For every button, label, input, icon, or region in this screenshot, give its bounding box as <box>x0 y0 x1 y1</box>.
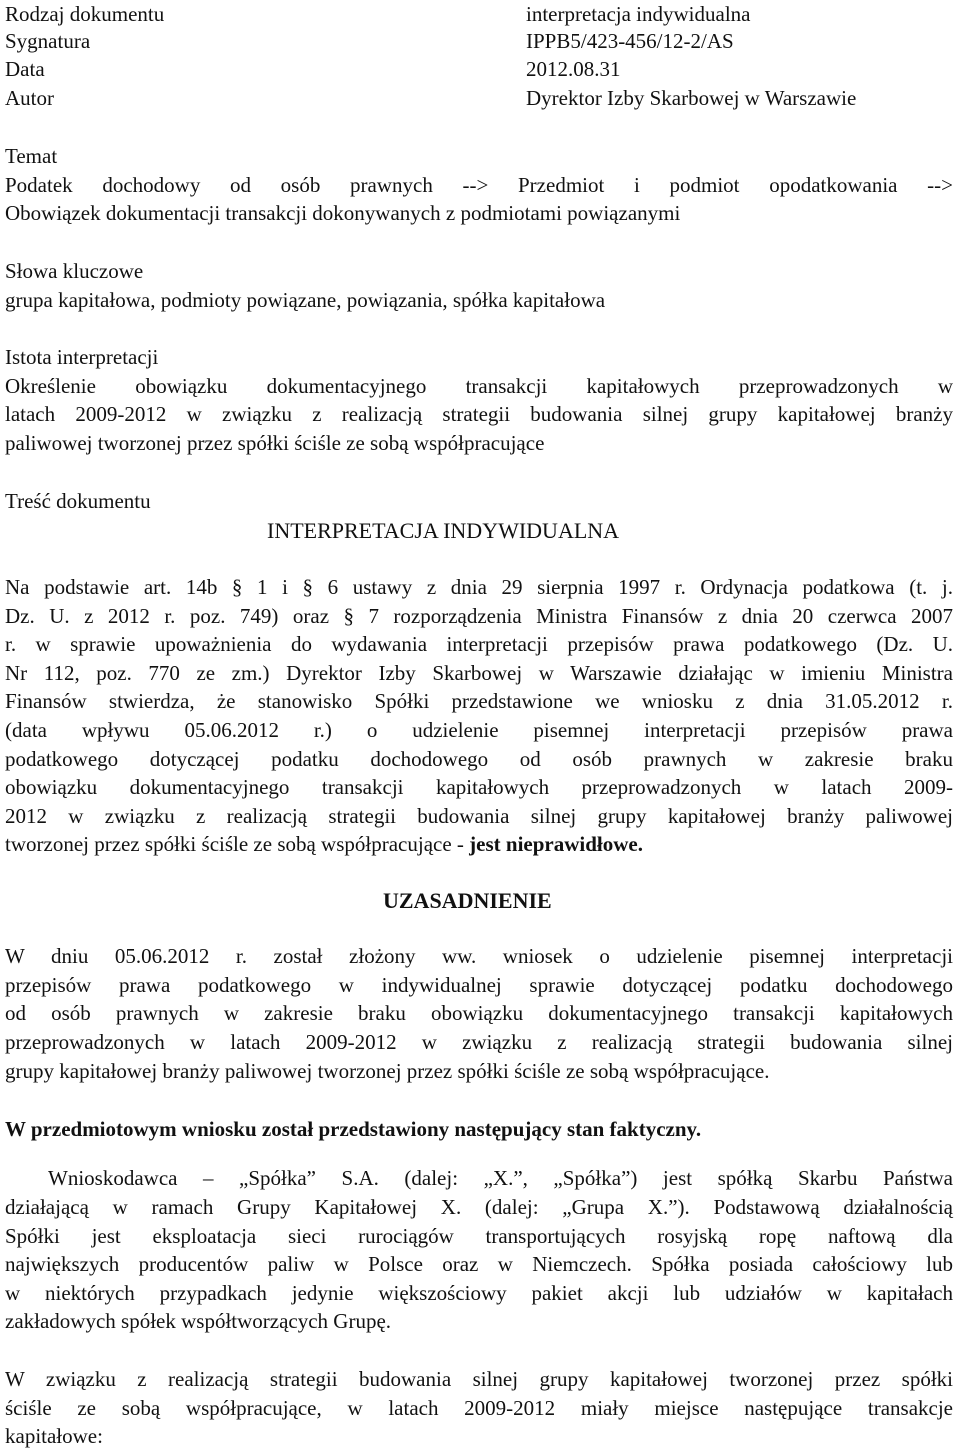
meta-label-date: Data <box>5 57 45 81</box>
temat-line: Obowiązek dokumentacji transakcji dokonywanych z podmiotami powiązanymi <box>5 201 681 225</box>
tresc-line: Finansów stwierdza, że stanowisko Spółki przedstawione we wniosku z dnia 31.05.2012 r. <box>5 689 953 713</box>
istota-heading: Istota interpretacji <box>5 345 159 369</box>
paragraph-line: W związku z realizacją strategii budowania silnej grupy kapitałowej tworzonej przez spółki <box>5 1367 953 1391</box>
paragraph-line: kapitałowe: <box>5 1424 103 1448</box>
paragraph-line: największych producentów paliw w Polsce oraz w Niemczech. Spółka posiada całościowy lub <box>5 1252 953 1276</box>
keywords-heading: Słowa kluczowe <box>5 259 144 283</box>
paragraph-line: ściśle ze sobą współpracujące, w latach 2009-2012 miały miejsce następujące transakcje <box>5 1396 953 1420</box>
meta-label-author: Autor <box>5 86 54 110</box>
istota-line: latach 2009-2012 w związku z realizacją strategii budowania silnej grupy kapitałowej branży <box>5 402 953 426</box>
uzasadnienie-line: od osób prawnych w zakresie braku obowiązku dokumentacyjnego transakcji kapitałowych <box>5 1001 953 1025</box>
verdict: jest nieprawidłowe. <box>469 832 643 856</box>
meta-value-type: interpretacja indywidualna <box>526 2 751 26</box>
meta-label-type: Rodzaj dokumentu <box>5 2 165 26</box>
tresc-last-line <box>5 830 643 858</box>
uzasadnienie-line: W dniu 05.06.2012 r. został złożony ww. wniosek o udzielenie pisemnej interpretacji <box>5 944 953 968</box>
paragraph-line: Wnioskodawca – „Spółka” S.A. (dalej: „X.”, „Spółka”) jest spółką Skarbu Państwa <box>48 1166 953 1190</box>
tresc-line: Na podstawie art. 14b § 1 i § 6 ustawy z dnia 29 sierpnia 1997 r. Ordynacja podatkowa (t. j. <box>5 575 953 599</box>
uzasadnienie-line: przepisów prawa podatkowego w indywidualnej sprawie dotyczącej podatku dochodowego <box>5 973 953 997</box>
uzasadnienie-title: UZASADNIENIE <box>383 888 552 913</box>
keywords-list: grupa kapitałowa, podmioty powiązane, powiązania, spółka kapitałowa <box>5 288 606 312</box>
temat-line: Podatek dochodowy od osób prawnych --> Przedmiot i podmiot opodatkowania --> <box>5 173 953 197</box>
tresc-line: obowiązku dokumentacyjnego transakcji kapitałowych przeprowadzonych w latach 2009- <box>5 775 953 799</box>
paragraph-line: Spółki jest eksploatacja sieci rurociągów transportujących rosyjską ropę naftową dla <box>5 1224 953 1248</box>
meta-value-signature: IPPB5/423-456/12-2/AS <box>526 29 734 53</box>
stan-faktyczny-heading: W przedmiotowym wniosku został przedstawiony następujący stan faktyczny. <box>5 1117 702 1141</box>
tresc-line: podatkowego dotyczącej podatku dochodowego od osób prawnych w zakresie braku <box>5 747 953 771</box>
tresc-line: Dz. U. z 2012 r. poz. 749) oraz § 7 rozporządzenia Ministra Finansów z dnia 20 czerwca 2007 <box>5 604 953 628</box>
meta-value-date: 2012.08.31 <box>526 57 621 81</box>
paragraph-line: zakładowych spółek współtworzących Grupę. <box>5 1309 392 1333</box>
tresc-line: r. w sprawie upoważnienia do wydawania interpretacji przepisów prawa podatkowego (Dz. U. <box>5 632 953 656</box>
tresc-line: Nr 112, poz. 770 ze zm.) Dyrektor Izby Skarbowej w Warszawie działając w imieniu Ministra <box>5 661 953 685</box>
tresc-line: 2012 w związku z realizacją strategii budowania silnej grupy kapitałowej branży paliwowej <box>5 804 953 828</box>
paragraph-line: w niektórych przypadkach jedynie większościowy pakiet akcji lub udziałów w kapitałach <box>5 1281 953 1305</box>
tresc-last-text: tworzonej przez spółki ściśle ze sobą współpracujące - <box>5 832 470 856</box>
tresc-line: (data wpływu 05.06.2012 r.) o udzielenie pisemnej interpretacji przepisów prawa <box>5 718 953 742</box>
temat-heading: Temat <box>5 144 58 168</box>
istota-line: Określenie obowiązku dokumentacyjnego transakcji kapitałowych przeprowadzonych w <box>5 374 953 398</box>
tresc-heading: Treść dokumentu <box>5 489 151 513</box>
uzasadnienie-line: przeprowadzonych w latach 2009-2012 w związku z realizacją strategii budowania silnej <box>5 1030 953 1054</box>
document-title: INTERPRETACJA INDYWIDUALNA <box>267 518 620 543</box>
uzasadnienie-line: grupy kapitałowej branży paliwowej tworzonej przez spółki ściśle ze sobą współpracujące. <box>5 1059 770 1083</box>
istota-line: paliwowej tworzonej przez spółki ściśle ze sobą współpracujące <box>5 431 545 455</box>
paragraph-line: działającą w ramach Grupy Kapitałowej X. (dalej: „Grupa X.”). Podstawową działalnością <box>5 1195 953 1219</box>
meta-label-signature: Sygnatura <box>5 29 91 53</box>
meta-value-author: Dyrektor Izby Skarbowej w Warszawie <box>526 86 857 110</box>
